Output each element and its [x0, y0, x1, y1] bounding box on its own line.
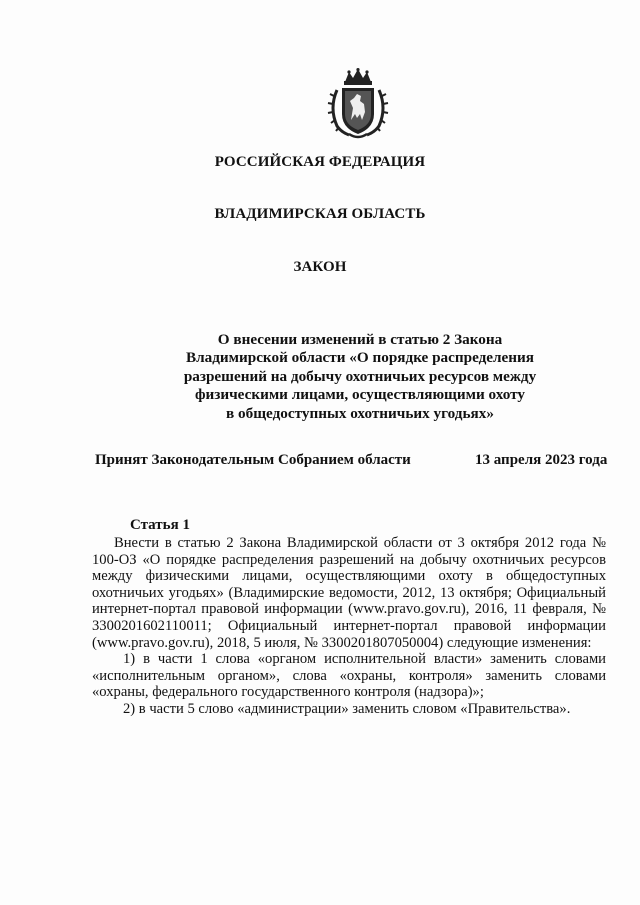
article-intro-paragraph: Внести в статью 2 Закона Владимирской области от 3 октября 2012 года № 100-ОЗ «О порядке распределения разрешений на добычу охотничьих ресурсов между физическими лицами, осуществляющими охоту в общедоступных охотничьих угодьях» (Владимирские ведомости, 2012, 13 октября; Официальный интернет-портал правовой информации (www.pravo.gov.ru), 2016, 11 февраля, № 3300201602110011; Официальный интернет-портал правовой информации (www.pravo.gov.ru), 2018, 5 июля, № 3300201807050004) следующие изменения:: [92, 535, 606, 651]
adoption-date: 13 апреля 2023 года: [475, 452, 608, 468]
article-item-1: 1) в части 1 слова «органом исполнительной власти» заменить словами «исполнительным органом», слова «охраны, контроля» заменить словами «охраны, федерального государственного контроля (надзора)»;: [92, 651, 606, 701]
country-heading: РОССИЙСКАЯ ФЕДЕРАЦИЯ: [214, 154, 426, 170]
law-title-line: Владимирской области «О порядке распределения: [185, 349, 535, 367]
article-body: [92, 535, 606, 718]
law-title: [150, 331, 570, 423]
article-item-2: 2) в части 5 слово «администрации» заменить словом «Правительства».: [123, 700, 571, 717]
article-heading: Статья 1: [130, 517, 190, 533]
document-type-heading: ЗАКОН: [293, 259, 347, 275]
law-title-line: в общедоступных охотничьих угодьях»: [226, 404, 494, 422]
region-heading: ВЛАДИМИРСКАЯ ОБЛАСТЬ: [214, 206, 426, 222]
law-title-line: разрешений на добычу охотничьих ресурсов между: [183, 367, 537, 385]
coat-of-arms-icon: [327, 68, 389, 140]
law-title-line: физическими лицами, осуществляющими охоту: [194, 386, 525, 404]
adopted-by: Принят Законодательным Собранием области: [95, 452, 411, 468]
law-title-line: О внесении изменений в статью 2 Закона: [217, 331, 503, 348]
